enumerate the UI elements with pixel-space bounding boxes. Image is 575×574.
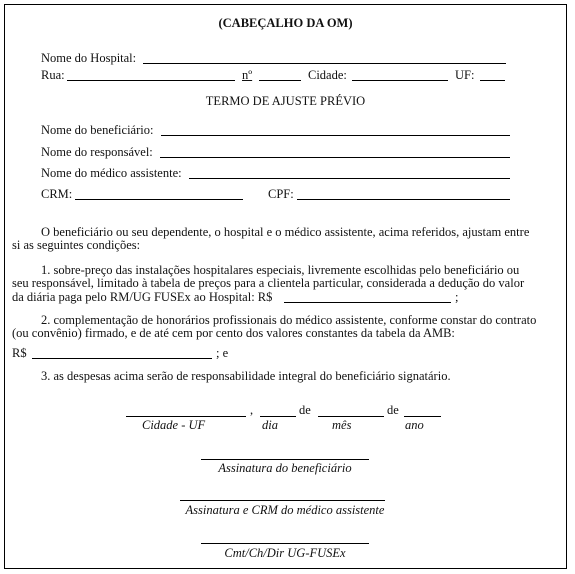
daily-rate-field[interactable]: [284, 302, 451, 303]
beneficiary-label: Nome do beneficiário:: [41, 123, 154, 137]
year-caption: ano: [405, 418, 424, 432]
commander-signature-caption: Cmt/Ch/Dir UG-FUSEx: [224, 546, 346, 560]
number-label: nº: [242, 68, 253, 82]
year-field[interactable]: [404, 416, 441, 417]
item1-line-3: da diária paga pelo RM/UG FUSEx ao Hospital: R$: [12, 290, 273, 304]
intro-line-2: si as seguintes condições:: [12, 238, 141, 252]
item1-end: ;: [455, 290, 459, 304]
city-uf-field[interactable]: [126, 416, 246, 417]
city-field[interactable]: [352, 80, 448, 81]
responsible-label: Nome do responsável:: [41, 145, 153, 159]
month-field[interactable]: [318, 416, 384, 417]
doctor-signature-line[interactable]: [180, 500, 385, 501]
form-header-title: (CABEÇALHO DA OM): [218, 16, 353, 30]
item2-line-1: 2. complementação de honorários profissionais do médico assistente, conforme constar do contrato: [41, 313, 537, 327]
date-de-1: de: [299, 403, 311, 417]
date-de-2: de: [387, 403, 399, 417]
term-title: TERMO DE AJUSTE PRÉVIO: [205, 94, 366, 108]
day-field[interactable]: [260, 416, 296, 417]
responsible-field[interactable]: [160, 157, 510, 158]
street-field[interactable]: [67, 80, 235, 81]
cpf-label: CPF:: [268, 187, 294, 201]
beneficiary-field[interactable]: [161, 135, 510, 136]
street-label: Rua:: [41, 68, 65, 82]
cpf-field[interactable]: [297, 199, 510, 200]
item1-line-2: seu responsável, limitado à tabela de preços para a clientela particular, considerada a dedução do valor: [12, 276, 525, 290]
crm-field[interactable]: [75, 199, 243, 200]
date-comma: ,: [250, 403, 254, 417]
city-label: Cidade:: [308, 68, 347, 82]
uf-field[interactable]: [480, 80, 505, 81]
fees-amount-field[interactable]: [32, 358, 212, 359]
item2-line-2: (ou convênio) firmado, e de até cem por cento dos valores constantes da tabela da AMB:: [12, 326, 455, 340]
day-caption: dia: [262, 418, 278, 432]
uf-label: UF:: [455, 68, 475, 82]
crm-label: CRM:: [41, 187, 73, 201]
item1-line-1: 1. sobre-preço das instalações hospitalares especiais, livremente escolhidas pelo beneficiário ou: [41, 263, 520, 277]
beneficiary-signature-line[interactable]: [201, 459, 369, 460]
doctor-field[interactable]: [189, 178, 510, 179]
intro-line-1: O beneficiário ou seu dependente, o hospital e o médico assistente, acima referidos, ajustam entre: [41, 225, 530, 239]
commander-signature-line[interactable]: [201, 543, 369, 544]
month-caption: mês: [332, 418, 352, 432]
hospital-name-label: Nome do Hospital:: [41, 51, 137, 65]
number-field[interactable]: [259, 80, 301, 81]
doctor-signature-caption: Assinatura e CRM do médico assistente: [185, 503, 385, 517]
beneficiary-signature-caption: Assinatura do beneficiário: [218, 461, 352, 475]
doctor-label: Nome do médico assistente:: [41, 166, 182, 180]
item2-rs-label: R$: [12, 346, 27, 360]
item3-line: 3. as despesas acima serão de responsabilidade integral do beneficiário signatário.: [41, 369, 451, 383]
item2-end: ; e: [216, 346, 229, 360]
hospital-name-field[interactable]: [143, 63, 506, 64]
city-uf-caption: Cidade - UF: [142, 418, 206, 432]
